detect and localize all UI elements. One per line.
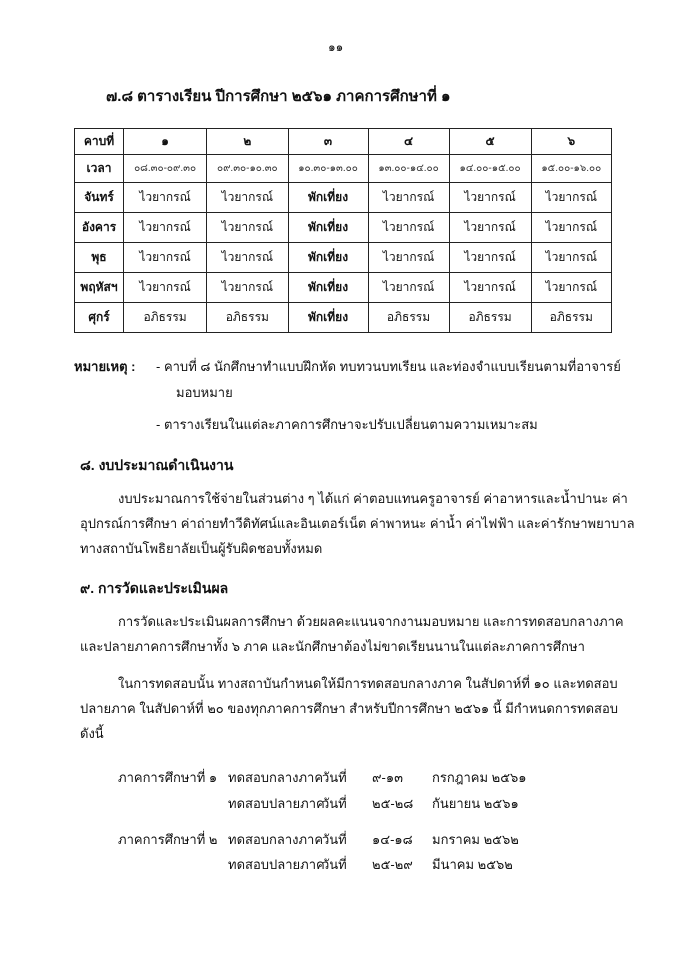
section-9-para2-line: ปลายภาค ในสัปดาห์ที่ ๒๐ ของทุกภาคการศึกษา สำหรับปีการศึกษา ๒๕๖๑ นี้ มีกำหนดการทดสอบ [80,701,619,716]
subject-cell: ไวยากรณ์ [124,243,207,273]
time-label: เวลา [75,155,124,183]
time-cell: ๑๓.๐๐-๑๔.๐๐ [368,155,449,183]
table-row [75,213,612,243]
exam-dates: ๒๕-๒๙ [372,857,413,872]
subject-cell: ไวยากรณ์ [207,243,288,273]
table-row [75,273,612,303]
subject-cell: พักเที่ยง [288,243,368,273]
section-9-para2-line: ดังนี้ [80,726,104,741]
page-number: ๑๑ [328,40,344,54]
subject-cell: พักเที่ยง [288,303,368,333]
subject-cell: ไวยากรณ์ [368,183,449,213]
header-row [75,129,612,155]
section-8-line: งบประมาณการใช้จ่ายในส่วนต่าง ๆ ได้แก่ ค่าตอบแทนครูอาจารย์ ค่าอาหารและน้ำปานะ ค่า [118,491,628,506]
day-label: พุธ [75,243,124,273]
subject-cell: ไวยากรณ์ [449,243,531,273]
section-8-line: อุปกรณ์การศึกษา ค่าถ่ายทำวีดิทัศน์และอินเตอร์เน็ต ค่าพาหนะ ค่าน้ำ ค่าไฟฟ้า และค่ารักษาพยาบาล [80,516,635,531]
time-row [75,155,612,183]
subject-cell: ไวยากรณ์ [531,183,611,213]
subject-cell: ไวยากรณ์ [531,273,611,303]
time-cell: ๐๙.๓๐-๑๐.๓๐ [207,155,288,183]
subject-cell: พักเที่ยง [288,183,368,213]
note-line-1: - คาบที่ ๘ นักศึกษาทำแบบฝึกหัด ทบทวนบทเรียน และท่องจำแบบเรียนตามที่อาจารย์ [156,359,621,374]
table-row [75,183,612,213]
exam-day-label: วันที่ [322,770,347,785]
section-9-para1-line: และปลายภาคการศึกษาทั้ง ๖ ภาค และนักศึกษาต้องไม่ขาดเรียนนานในแต่ละภาคการศึกษา [80,639,585,654]
period-number: ๓ [288,129,368,155]
subject-cell: ไวยากรณ์ [368,273,449,303]
subject-cell: ไวยากรณ์ [449,213,531,243]
day-label: ศุกร์ [75,303,124,333]
subject-cell: ไวยากรณ์ [124,183,207,213]
section-7-8-title: ๗.๘ ตารางเรียน ปีการศึกษา ๒๕๖๑ ภาคการศึกษาที่ ๑ [106,88,451,105]
subject-cell: ไวยากรณ์ [368,213,449,243]
exam-term: ภาคการศึกษาที่ ๑ [118,770,218,785]
exam-month: มกราคม ๒๕๖๒ [432,832,519,847]
exam-month: มีนาคม ๒๕๖๒ [432,857,513,872]
section-9-heading: ๙. การวัดและประเมินผล [80,580,229,596]
subject-cell: ไวยากรณ์ [207,273,288,303]
exam-type: ทดสอบกลางภาค [228,832,324,847]
subject-cell: ไวยากรณ์ [531,213,611,243]
subject-cell: อภิธรรม [124,303,207,333]
table-row [75,243,612,273]
day-label: จันทร์ [75,183,124,213]
subject-cell: อภิธรรม [531,303,611,333]
period-number: ๒ [207,129,288,155]
exam-day-label: วันที่ [322,796,347,811]
exam-term: ภาคการศึกษาที่ ๒ [118,832,218,847]
note-label: หมายเหตุ : [74,359,136,374]
subject-cell: ไวยากรณ์ [449,273,531,303]
subject-cell: ไวยากรณ์ [124,213,207,243]
subject-cell: ไวยากรณ์ [124,273,207,303]
period-number: ๖ [531,129,611,155]
exam-dates: ๙-๑๓ [372,770,403,785]
subject-cell: อภิธรรม [207,303,288,333]
period-number: ๕ [449,129,531,155]
time-cell: ๑๕.๐๐-๑๖.๐๐ [531,155,611,183]
day-label: พฤหัสฯ [75,273,124,303]
exam-dates: ๑๔-๑๘ [372,832,413,847]
exam-type: ทดสอบปลายภาค [228,796,325,811]
subject-cell: ไวยากรณ์ [449,183,531,213]
exam-type: ทดสอบปลายภาค [228,857,325,872]
exam-month: กันยายน ๒๕๖๑ [432,796,519,811]
section-8-line: ทางสถาบันโพธิยาลัยเป็นผู้รับผิดชอบทั้งหมด [80,541,323,556]
exam-type: ทดสอบกลางภาค [228,770,324,785]
subject-cell: ไวยากรณ์ [368,243,449,273]
schedule-table [74,128,612,333]
subject-cell: อภิธรรม [368,303,449,333]
exam-day-label: วันที่ [322,832,347,847]
table-row [75,303,612,333]
period-label: คาบที่ [75,129,124,155]
subject-cell: ไวยากรณ์ [207,213,288,243]
period-number: ๑ [124,129,207,155]
subject-cell: พักเที่ยง [288,273,368,303]
note-line-1-cont: มอบหมาย [176,385,233,400]
time-cell: ๑๔.๐๐-๑๕.๐๐ [449,155,531,183]
day-label: อังคาร [75,213,124,243]
exam-month: กรกฎาคม ๒๕๖๑ [432,770,527,785]
note-line-2: - ตารางเรียนในแต่ละภาคการศึกษาจะปรับเปลี่ยนตามความเหมาะสม [156,417,538,432]
time-cell: ๑๐.๓๐-๑๓.๐๐ [288,155,368,183]
section-9-para1-line: การวัดและประเมินผลการศึกษา ด้วยผลคะแนนจากงานมอบหมาย และการทดสอบกลางภาค [118,614,624,629]
exam-day-label: วันที่ [322,857,347,872]
subject-cell: อภิธรรม [449,303,531,333]
exam-dates: ๒๕-๒๘ [372,796,414,811]
subject-cell: ไวยากรณ์ [207,183,288,213]
section-8-heading: ๘. งบประมาณดำเนินงาน [80,457,234,473]
subject-cell: ไวยากรณ์ [531,243,611,273]
subject-cell: พักเที่ยง [288,213,368,243]
period-number: ๔ [368,129,449,155]
time-cell: ๐๘.๓๐-๐๙.๓๐ [124,155,207,183]
section-9-para2-line: ในการทดสอบนั้น ทางสถาบันกำหนดให้มีการทดสอบกลางภาค ในสัปดาห์ที่ ๑๐ และทดสอบ [118,676,618,691]
